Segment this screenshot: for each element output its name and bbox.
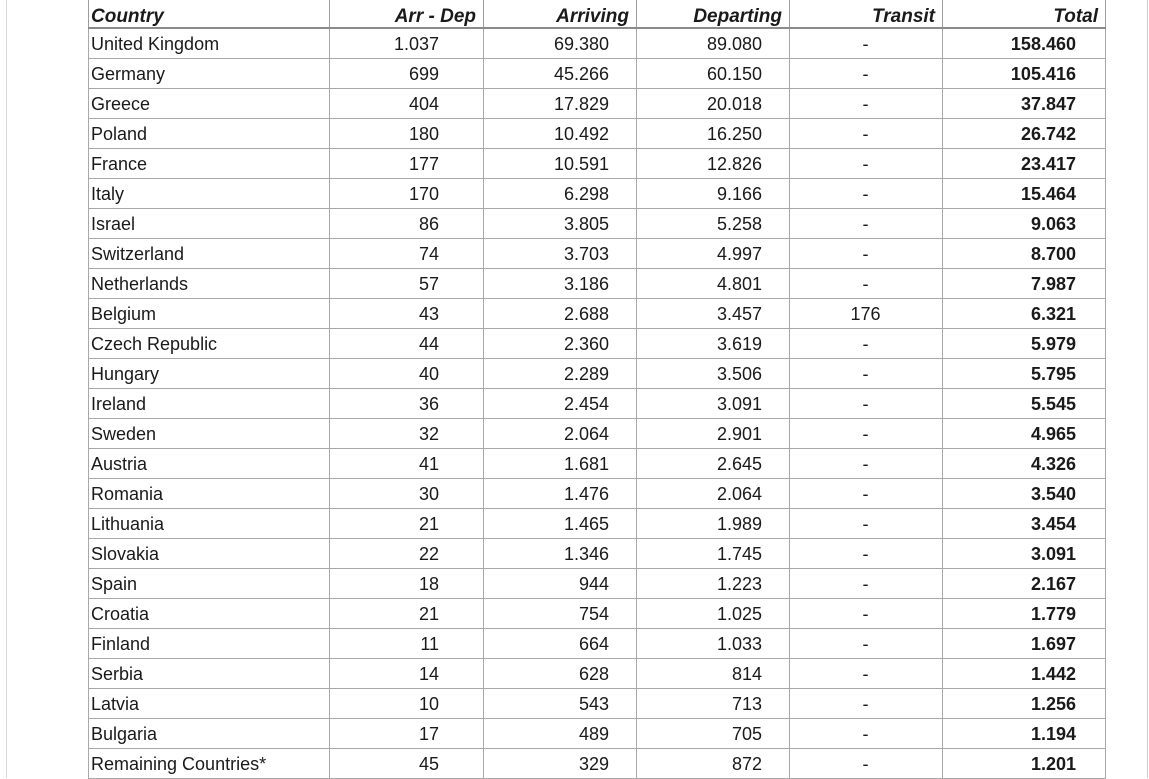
- cell-country: Netherlands: [89, 269, 330, 299]
- cell-arriving: 489: [484, 719, 637, 749]
- cell-arriving: 543: [484, 689, 637, 719]
- table-row: [89, 689, 1106, 719]
- cell-transit: -: [790, 659, 943, 689]
- cell-departing: 3.091: [637, 389, 790, 419]
- cell-arr-dep: 57: [330, 269, 484, 299]
- cell-transit: -: [790, 269, 943, 299]
- cell-arr-dep: 45: [330, 749, 484, 779]
- cell-departing: 2.064: [637, 479, 790, 509]
- cell-arriving: 3.805: [484, 209, 637, 239]
- cell-transit: -: [790, 599, 943, 629]
- cell-transit: -: [790, 749, 943, 779]
- cell-arr-dep: 180: [330, 119, 484, 149]
- cell-country: France: [89, 149, 330, 179]
- table-row: [89, 28, 1106, 59]
- table-header: [89, 0, 1106, 28]
- cell-transit: -: [790, 149, 943, 179]
- header-arriving: Arriving: [484, 0, 637, 28]
- cell-transit: -: [790, 119, 943, 149]
- cell-transit: -: [790, 719, 943, 749]
- table-row: [89, 539, 1106, 569]
- cell-transit: -: [790, 239, 943, 269]
- cell-arriving: 2.360: [484, 329, 637, 359]
- cell-country: Italy: [89, 179, 330, 209]
- cell-country: Germany: [89, 59, 330, 89]
- cell-arr-dep: 21: [330, 509, 484, 539]
- cell-country: Sweden: [89, 419, 330, 449]
- table-body: [89, 28, 1106, 779]
- table-row: [89, 359, 1106, 389]
- cell-arr-dep: 14: [330, 659, 484, 689]
- table-row: [89, 59, 1106, 89]
- cell-arriving: 2.454: [484, 389, 637, 419]
- table-row: [89, 239, 1106, 269]
- cell-arriving: 6.298: [484, 179, 637, 209]
- cell-arriving: 329: [484, 749, 637, 779]
- cell-total: 5.545: [943, 389, 1106, 419]
- cell-arriving: 3.703: [484, 239, 637, 269]
- cell-transit: -: [790, 539, 943, 569]
- cell-arr-dep: 36: [330, 389, 484, 419]
- table-row: [89, 209, 1106, 239]
- cell-departing: 16.250: [637, 119, 790, 149]
- cell-transit: -: [790, 179, 943, 209]
- table-row: [89, 89, 1106, 119]
- cell-departing: 89.080: [637, 28, 790, 59]
- cell-arr-dep: 21: [330, 599, 484, 629]
- cell-total: 1.256: [943, 689, 1106, 719]
- cell-transit: -: [790, 509, 943, 539]
- page-left-border: [6, 0, 7, 778]
- cell-total: 6.321: [943, 299, 1106, 329]
- cell-country: Austria: [89, 449, 330, 479]
- cell-transit: -: [790, 419, 943, 449]
- cell-total: 4.965: [943, 419, 1106, 449]
- cell-total: 5.795: [943, 359, 1106, 389]
- cell-country: Serbia: [89, 659, 330, 689]
- table-row: [89, 149, 1106, 179]
- table-row: [89, 329, 1106, 359]
- cell-arr-dep: 44: [330, 329, 484, 359]
- cell-departing: 713: [637, 689, 790, 719]
- cell-country: Belgium: [89, 299, 330, 329]
- cell-transit: -: [790, 329, 943, 359]
- cell-country: Finland: [89, 629, 330, 659]
- cell-total: 9.063: [943, 209, 1106, 239]
- table-row: [89, 479, 1106, 509]
- cell-total: 3.540: [943, 479, 1106, 509]
- cell-departing: 1.223: [637, 569, 790, 599]
- table-row: [89, 659, 1106, 689]
- cell-arr-dep: 41: [330, 449, 484, 479]
- table-row: [89, 509, 1106, 539]
- cell-arr-dep: 30: [330, 479, 484, 509]
- cell-arr-dep: 22: [330, 539, 484, 569]
- cell-transit: -: [790, 359, 943, 389]
- cell-country: Spain: [89, 569, 330, 599]
- header-departing: Departing: [637, 0, 790, 28]
- cell-country: Bulgaria: [89, 719, 330, 749]
- cell-arr-dep: 404: [330, 89, 484, 119]
- cell-transit: -: [790, 569, 943, 599]
- cell-arr-dep: 1.037: [330, 28, 484, 59]
- cell-arr-dep: 74: [330, 239, 484, 269]
- cell-arriving: 664: [484, 629, 637, 659]
- cell-departing: 3.619: [637, 329, 790, 359]
- cell-arriving: 2.688: [484, 299, 637, 329]
- cell-total: 1.442: [943, 659, 1106, 689]
- header-row: [89, 0, 1106, 28]
- cell-country: Switzerland: [89, 239, 330, 269]
- cell-arriving: 1.476: [484, 479, 637, 509]
- cell-transit: -: [790, 449, 943, 479]
- cell-total: 1.697: [943, 629, 1106, 659]
- cell-transit: 176: [790, 299, 943, 329]
- cell-arr-dep: 11: [330, 629, 484, 659]
- header-country: Country: [89, 0, 330, 28]
- cell-total: 5.979: [943, 329, 1106, 359]
- cell-arriving: 628: [484, 659, 637, 689]
- cell-arriving: 10.492: [484, 119, 637, 149]
- table-row: [89, 599, 1106, 629]
- cell-departing: 4.801: [637, 269, 790, 299]
- cell-arriving: 2.064: [484, 419, 637, 449]
- cell-total: 1.194: [943, 719, 1106, 749]
- cell-country: Croatia: [89, 599, 330, 629]
- cell-total: 26.742: [943, 119, 1106, 149]
- cell-arr-dep: 32: [330, 419, 484, 449]
- cell-arriving: 1.681: [484, 449, 637, 479]
- header-arr-dep: Arr - Dep: [330, 0, 484, 28]
- cell-arr-dep: 40: [330, 359, 484, 389]
- cell-arriving: 17.829: [484, 89, 637, 119]
- header-transit: Transit: [790, 0, 943, 28]
- cell-country: Lithuania: [89, 509, 330, 539]
- cell-arriving: 1.465: [484, 509, 637, 539]
- table-row: [89, 389, 1106, 419]
- cell-transit: -: [790, 28, 943, 59]
- cell-departing: 3.457: [637, 299, 790, 329]
- cell-departing: 1.745: [637, 539, 790, 569]
- table-row: [89, 299, 1106, 329]
- cell-transit: -: [790, 389, 943, 419]
- cell-arr-dep: 43: [330, 299, 484, 329]
- cell-country: Poland: [89, 119, 330, 149]
- cell-arriving: 2.289: [484, 359, 637, 389]
- table-row: [89, 119, 1106, 149]
- cell-arriving: 754: [484, 599, 637, 629]
- table-row: [89, 419, 1106, 449]
- cell-total: 105.416: [943, 59, 1106, 89]
- cell-departing: 4.997: [637, 239, 790, 269]
- cell-arr-dep: 699: [330, 59, 484, 89]
- cell-country: Greece: [89, 89, 330, 119]
- cell-total: 1.201: [943, 749, 1106, 779]
- cell-country: Ireland: [89, 389, 330, 419]
- cell-total: 3.091: [943, 539, 1106, 569]
- cell-departing: 5.258: [637, 209, 790, 239]
- cell-departing: 705: [637, 719, 790, 749]
- table-row: [89, 719, 1106, 749]
- cell-departing: 20.018: [637, 89, 790, 119]
- cell-arr-dep: 18: [330, 569, 484, 599]
- cell-departing: 2.901: [637, 419, 790, 449]
- cell-departing: 60.150: [637, 59, 790, 89]
- cell-departing: 3.506: [637, 359, 790, 389]
- cell-total: 3.454: [943, 509, 1106, 539]
- cell-arr-dep: 170: [330, 179, 484, 209]
- cell-country: United Kingdom: [89, 28, 330, 59]
- cell-total: 4.326: [943, 449, 1106, 479]
- page-right-border: [1147, 0, 1148, 778]
- cell-arr-dep: 17: [330, 719, 484, 749]
- cell-arriving: 3.186: [484, 269, 637, 299]
- cell-departing: 1.989: [637, 509, 790, 539]
- cell-transit: -: [790, 89, 943, 119]
- cell-departing: 1.033: [637, 629, 790, 659]
- cell-departing: 1.025: [637, 599, 790, 629]
- cell-arr-dep: 177: [330, 149, 484, 179]
- cell-arr-dep: 10: [330, 689, 484, 719]
- table-row: [89, 629, 1106, 659]
- cell-arriving: 10.591: [484, 149, 637, 179]
- cell-arriving: 944: [484, 569, 637, 599]
- cell-total: 8.700: [943, 239, 1106, 269]
- country-traffic-table: [88, 0, 1106, 779]
- cell-transit: -: [790, 59, 943, 89]
- cell-country: Romania: [89, 479, 330, 509]
- cell-arriving: 45.266: [484, 59, 637, 89]
- cell-country: Slovakia: [89, 539, 330, 569]
- cell-departing: 814: [637, 659, 790, 689]
- cell-country: Israel: [89, 209, 330, 239]
- cell-departing: 2.645: [637, 449, 790, 479]
- cell-total: 23.417: [943, 149, 1106, 179]
- cell-country: Czech Republic: [89, 329, 330, 359]
- cell-transit: -: [790, 479, 943, 509]
- table-row: [89, 449, 1106, 479]
- cell-departing: 9.166: [637, 179, 790, 209]
- table-row: [89, 269, 1106, 299]
- cell-country: Remaining Countries*: [89, 749, 330, 779]
- cell-arriving: 69.380: [484, 28, 637, 59]
- cell-transit: -: [790, 629, 943, 659]
- cell-total: 7.987: [943, 269, 1106, 299]
- cell-total: 158.460: [943, 28, 1106, 59]
- table-row: [89, 179, 1106, 209]
- cell-country: Hungary: [89, 359, 330, 389]
- cell-total: 37.847: [943, 89, 1106, 119]
- cell-transit: -: [790, 209, 943, 239]
- header-total: Total: [943, 0, 1106, 28]
- cell-total: 15.464: [943, 179, 1106, 209]
- cell-total: 1.779: [943, 599, 1106, 629]
- cell-country: Latvia: [89, 689, 330, 719]
- cell-transit: -: [790, 689, 943, 719]
- table-row: [89, 749, 1106, 779]
- table-row: [89, 569, 1106, 599]
- cell-total: 2.167: [943, 569, 1106, 599]
- cell-departing: 12.826: [637, 149, 790, 179]
- cell-departing: 872: [637, 749, 790, 779]
- cell-arriving: 1.346: [484, 539, 637, 569]
- cell-arr-dep: 86: [330, 209, 484, 239]
